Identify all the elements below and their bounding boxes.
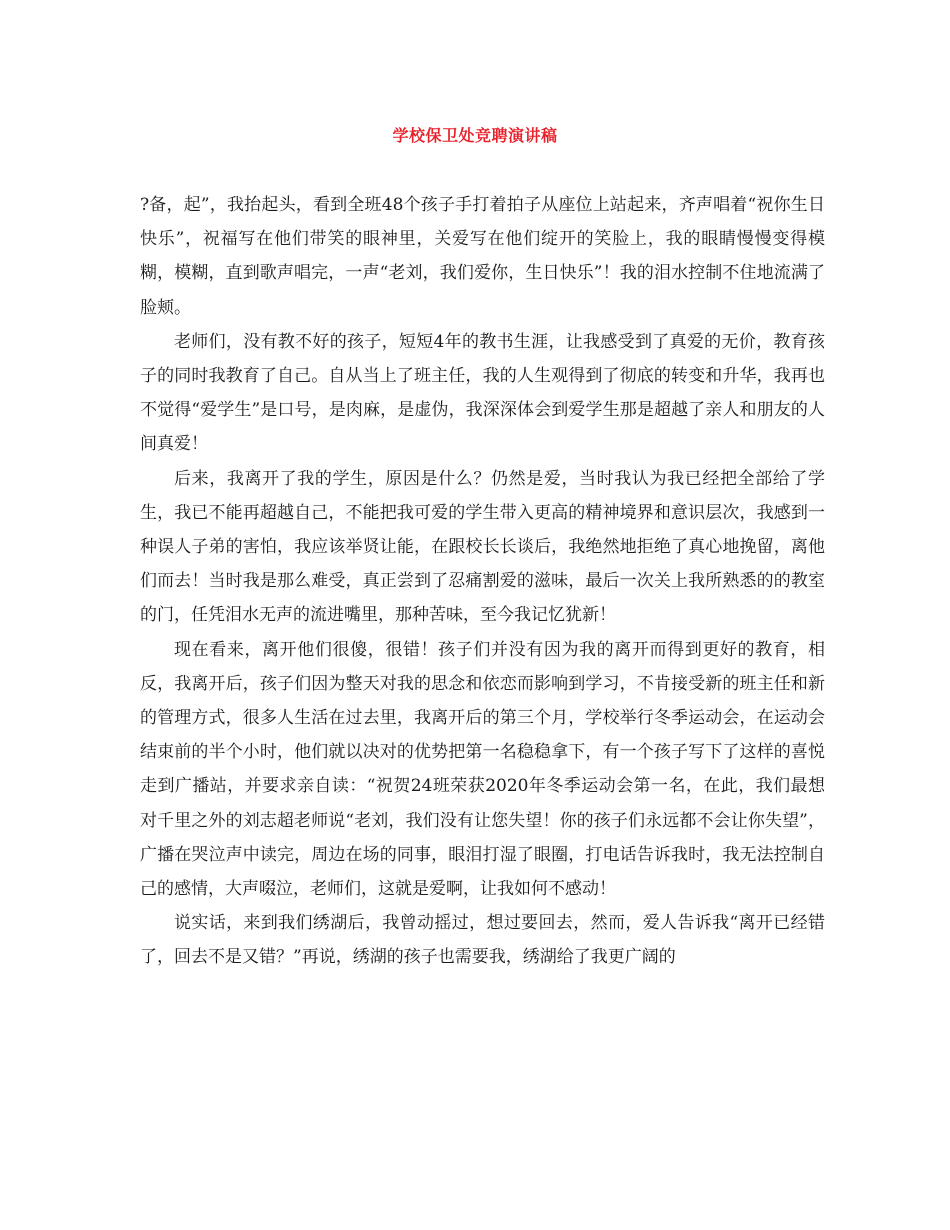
document-body bbox=[140, 188, 825, 975]
paragraph-2: 老师们，没有教不好的孩子，短短4年的教书生涯，让我感受到了真爱的无价，教育孩子的同时我教育了自己。自从当上了班主任，我的人生观得到了彻底的转变和升华，我再也不觉得“爱学生”是口号，是肉麻，是虚伪，我深深体会到爱学生那是超越了亲人和朋友的人间真爱！ bbox=[140, 331, 825, 455]
document-title: 学校保卫处竞聘演讲稿 bbox=[392, 126, 558, 145]
paragraph-1: ?备，起”，我抬起头，看到全班48个孩子手打着拍子从座位上站起来，齐声唱着“祝你生日快乐”，祝福写在他们带笑的眼神里，关爱写在他们绽开的笑脸上，我的眼睛慢慢变得模糊，模糊，直到歌声唱完，一声“老刘，我们爱你，生日快乐”！我的泪水控制不住地流满了脸颊。 bbox=[140, 195, 825, 318]
paragraph-5: 说实话，来到我们绣湖后，我曾动摇过，想过要回去，然而，爱人告诉我“离开已经错了，回去不是又错？”再说，绣湖的孩子也需要我，绣湖给了我更广阔的 bbox=[140, 913, 825, 968]
paragraph-4: 现在看来，离开他们很傻，很错！孩子们并没有因为我的离开而得到更好的教育，相反，我离开后，孩子们因为整天对我的思念和依恋而影响到学习，不肯接受新的班主任和新的管理方式，很多人生活在过去里，我离开后的第三个月，学校举行冬季运动会，在运动会结束前的半个小时，他们就以决对的优势把第一名稳稳拿下，有一个孩子写下了这样的喜悦走到广播站，并要求亲自读：“祝贺24班荣获2020年冬季运动会第一名，在此，我们最想对千里之外的刘志超老师说“老刘，我们没有让您失望！你的孩子们永远都不会让你失望”，广播在哭泣声中读完，周边在场的同事，眼泪打湿了眼圈，打电话告诉我时，我无法控制自己的感情，大声啜泣，老师们，这就是爱啊，让我如何不感动！ bbox=[140, 639, 825, 900]
paragraph-3: 后来，我离开了我的学生，原因是什么？仍然是爱，当时我认为我已经把全部给了学生，我已不能再超越自己，不能把我可爱的学生带入更高的精神境界和意识层次，我感到一种误人子弟的害怕，我应该举贤让能，在跟校长长谈后，我绝然地拒绝了真心地挽留，离他们而去！当时我是那么难受，真正尝到了忍痛割爱的滋味，最后一次关上我所熟悉的的教室的门，任凭泪水无声的流进嘴里，那种苦味，至今我记忆犹新！ bbox=[140, 468, 825, 626]
